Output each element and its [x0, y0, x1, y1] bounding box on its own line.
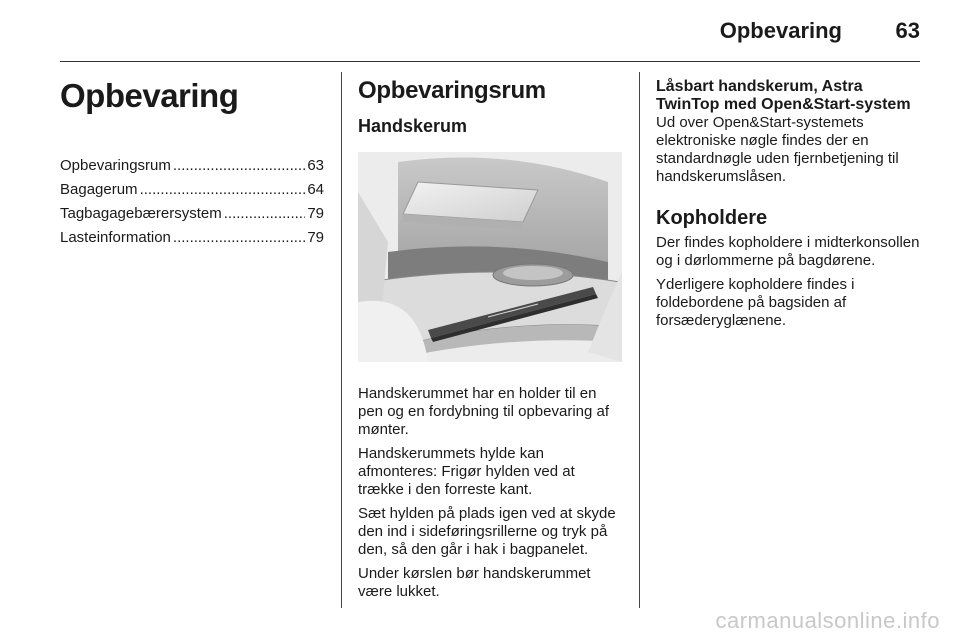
- paragraph: Yderligere kopholdere findes i foldebordene på bagsiden af forsæderyglænene.: [656, 276, 855, 329]
- column-2: [358, 72, 622, 607]
- column-3: [656, 72, 922, 336]
- toc-entry-page: 79: [307, 205, 324, 222]
- toc-entry-label: Opbevaringsrum: [60, 157, 171, 174]
- toc-entry[interactable]: [60, 226, 324, 250]
- paragraph: Handskerummets hylde kan afmonteres: Frigør hylden ved at trække i den forreste kant.: [358, 445, 575, 498]
- column-divider-1: [341, 72, 342, 608]
- toc-entry[interactable]: [60, 178, 324, 202]
- toc-entry-label: Lasteinformation: [60, 229, 171, 246]
- toc-entry-page: 63: [307, 157, 324, 174]
- toc-leader: [140, 178, 306, 202]
- toc-leader: [224, 202, 306, 226]
- toc-leader: [173, 154, 305, 178]
- watermark: carmanualsonline.info: [715, 608, 940, 633]
- page-header: [0, 18, 960, 48]
- paragraph: Der findes kopholdere i midterkonsollen og i dørlommerne på bagdørene.: [656, 234, 920, 269]
- toc-entry[interactable]: [60, 202, 324, 226]
- toc-entry-label: Tagbagagebærersystem: [60, 205, 222, 222]
- table-of-contents: [60, 154, 324, 250]
- column-divider-2: [639, 72, 640, 608]
- toc-entry[interactable]: [60, 154, 324, 178]
- paragraph: Handskerummet har en holder til en pen og en fordybning til opbevaring af mønter.: [358, 385, 610, 438]
- header-rule: [60, 61, 920, 62]
- paragraph: Ud over Open&Start-systemets elektroniske nøgle findes der en standardnøgle uden fjernbetjening til handskerumslåsen.: [656, 114, 899, 185]
- toc-entry-label: Bagagerum: [60, 181, 138, 198]
- page-number: 63: [895, 18, 920, 43]
- chapter-title: Opbevaring: [60, 77, 239, 114]
- paragraph: Sæt hylden på plads igen ved at skyde den ind i sideføringsrillerne og tryk på den, så den går i hak i bagpanelet.: [358, 505, 616, 558]
- toc-leader: [173, 226, 305, 250]
- lockable-glovebox-heading: Låsbart handskerum, Astra TwinTop med Open&Start-system: [656, 78, 911, 113]
- glovebox-illustration: [358, 152, 622, 362]
- column-1: [60, 72, 324, 250]
- cupholders-heading: Kopholdere: [656, 207, 768, 229]
- subsection-title: Handskerum: [358, 116, 468, 136]
- paragraph: Under kørslen bør handskerummet være lukket.: [358, 565, 591, 600]
- section-title: Opbevaringsrum: [358, 77, 546, 104]
- running-title: Opbevaring: [719, 18, 842, 43]
- toc-entry-page: 64: [307, 181, 324, 198]
- toc-entry-page: 79: [307, 229, 324, 246]
